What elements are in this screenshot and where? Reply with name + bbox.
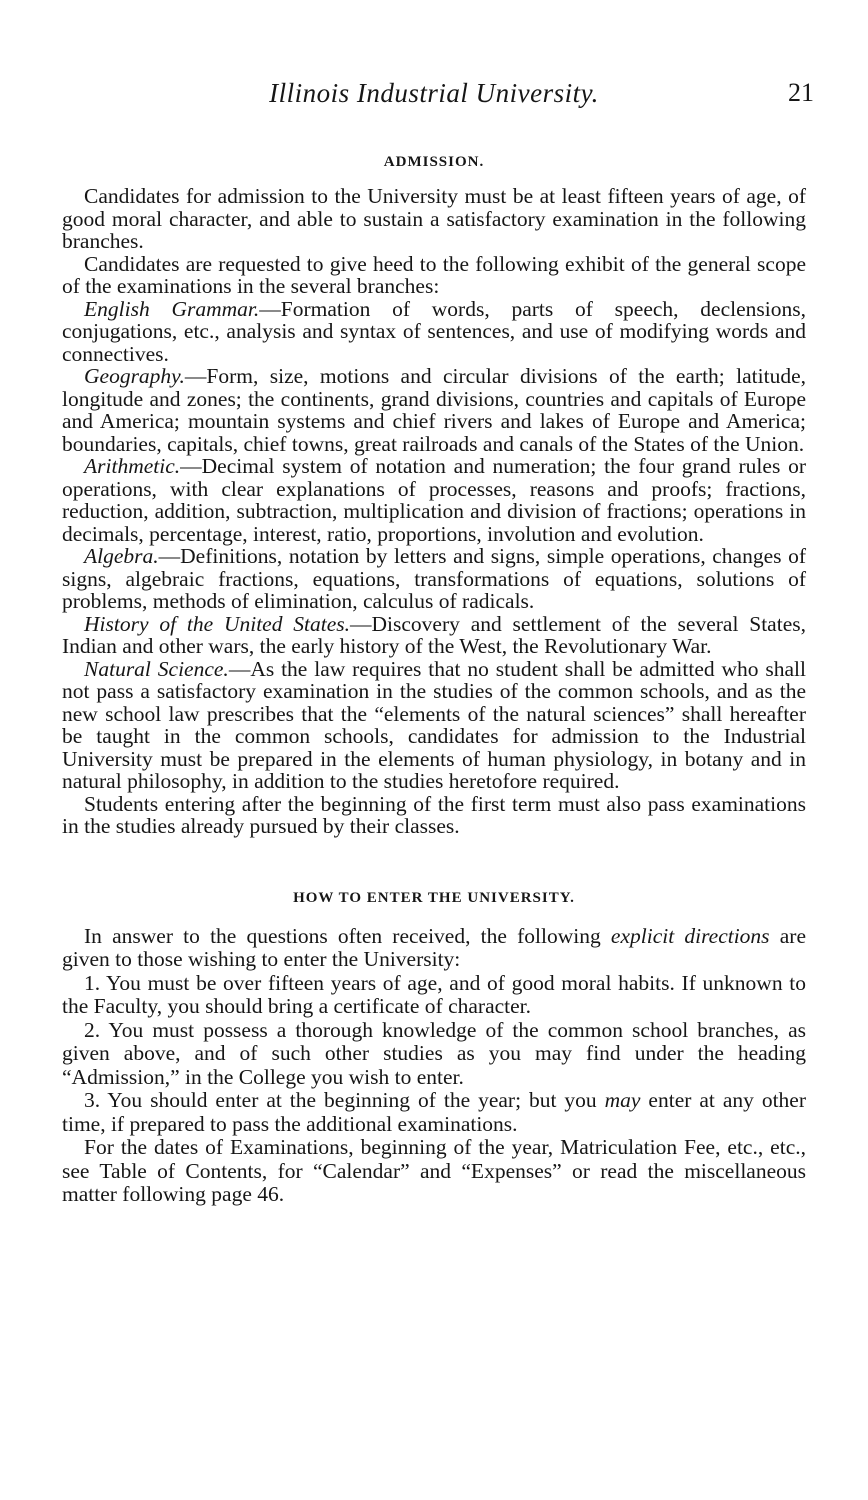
direction-item-1: 1. You must be over fifteen years of age, and of good moral habits. If unknown to the Faculty, you should bring a certificate of character. [62,970,806,1018]
item3-emphasis: may [604,1088,641,1112]
running-head [62,78,814,118]
branch-title: Geography. [84,364,185,388]
branch-text: —Formation of words, parts of speech, declensions, conjugations, etc., analysis and syntax of sentences, and use of modifying words and connectives. [62,296,806,366]
admission-intro: Candidates for admission to the University must be at least fifteen years of age, of good moral character, and able to sustain a satisfactory examination in the following branches. [62,184,806,253]
direction-item-3 [62,1089,806,1136]
branch-arithmetic [62,455,806,545]
branch-title: History of the United States. [84,611,351,636]
branch-geography [62,365,806,455]
branch-text: —Decimal system of notation and numeration; the four grand rules or operations, with clear explanations of processes, reasons and proofs; fractions, reduction, addition, subtraction, multiplication and division of fractions; operations in decimals, percentage, interest, ratio, proportions, involution and evolution. [62,454,806,546]
dates-note: For the dates of Examinations, beginning of the year, Matriculation Fee, etc., etc., see Table of Contents, for “Calendar” and “Expenses” or read the miscellaneous matter following page 46. [62,1135,806,1206]
branch-text: —As the law requires that no student shall be admitted who shall not pass a satisfactory examination in the studies of the common schools, and as the new school law prescribes that the “elements of the natural sciences” shall hereafter be taught in the common schools, candidates for admission to the Industrial University must be prepared in the elements of human physiology, in botany and in natural philosophy, in addition to the studies heretofore required. [62,656,806,793]
page-number: 21 [788,78,814,107]
how-to-enter-intro [62,925,806,972]
intro-text-end: are given to those wishing to enter the University: [62,923,806,971]
branch-title: English Grammar. [84,296,260,321]
how-to-enter-heading: HOW TO ENTER THE UNIVERSITY. [293,889,575,906]
branch-text: —Discovery and settlement of the several States, Indian and other wars, the early history of the West, the Revolutionary War. [62,611,806,658]
branch-title: Arithmetic. [84,454,181,478]
book-page [62,78,814,1207]
how-to-enter-section [62,890,806,1207]
admission-section [62,154,806,838]
item3-text: 3. You should enter at the beginning of the year; but you [84,1088,605,1112]
branch-text: —Form, size, motions and circular divisions of the earth; latitude, longitude and zones; the continents, grand divisions, countries and capitals of Europe and America; mountain systems and chief rivers and lakes of Europe and America; boundaries, capitals, chief towns, great railroads and canals of the States of the Union. [62,364,806,456]
branch-english-grammar [62,298,806,366]
item3-text-end: enter at any other time, if prepared to pass the additional examinations. [62,1088,806,1136]
branch-natural-science [62,658,806,793]
branch-title: Natural Science. [84,656,229,681]
admission-heading: ADMISSION. [383,154,485,170]
admission-closing: Students entering after the beginning of the first term must also pass examinations in the studies already pursued by their classes. [62,791,806,838]
intro-text: In answer to the questions often received, the following [84,923,611,948]
branch-algebra [62,545,806,613]
branch-title: Algebra. [84,544,159,568]
running-title: Illinois Industrial University. [269,78,599,108]
admission-requested: Candidates are requested to give heed to the following exhibit of the general scope of the examinations in the several branches: [62,251,806,298]
intro-emphasis: explicit directions [610,923,770,948]
branch-text: —Definitions, notation by letters and signs, simple operations, changes of signs, algebraic fractions, equations, transformations of equations, solutions of problems, methods of elimination, calculus of radicals. [62,544,806,613]
branch-history [62,613,806,658]
direction-item-2: 2. You must possess a thorough knowledge of the common school branches, as given above, and of such other studies as you may find under the heading “Admission,” in the College you wish to enter. [62,1017,806,1089]
